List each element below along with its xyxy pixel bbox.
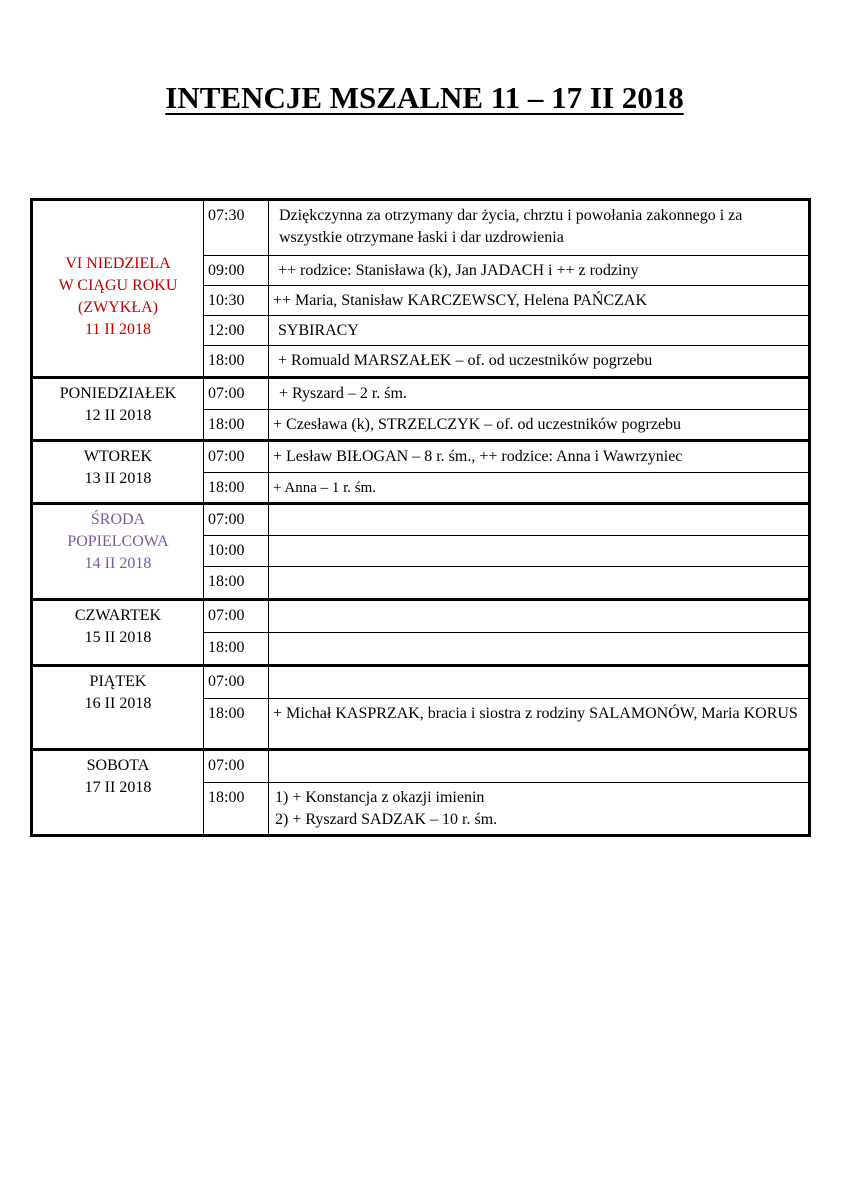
mass-time: 18:00 [204,699,269,750]
mass-intention [269,600,810,633]
mass-time: 18:00 [204,473,269,504]
mass-time: 07:00 [204,441,269,473]
mass-intention: + Ryszard – 2 r. śm. [269,378,810,410]
list-item: 1) + Konstancja z okazji imienin [275,789,485,806]
day-name: WTOREK [83,448,153,465]
day-name: VI NIEDZIELA [65,255,171,272]
mass-intention [269,633,810,666]
day-date: 12 II 2018 [84,407,152,424]
mass-intention: + Czesława (k), STRZELCZYK – of. od uczestników pogrzebu [269,410,810,441]
day-cell-saturday [32,750,204,836]
mass-intention: Dziękczynna za otrzymany dar życia, chrztu i powołania zakonnego i za wszystkie otrzymane łaski i dar uzdrowienia [269,200,810,256]
day-date: 15 II 2018 [84,629,152,646]
mass-time: 12:00 [204,316,269,346]
mass-time: 07:00 [204,504,269,536]
mass-intention [269,536,810,567]
mass-intention [269,504,810,536]
mass-intention: + Anna – 1 r. śm. [269,473,810,504]
mass-intention: + Lesław BIŁOGAN – 8 r. śm., ++ rodzice: Anna i Wawrzyniec [269,441,810,473]
day-date: 16 II 2018 [84,695,152,712]
mass-time: 07:00 [204,750,269,783]
day-date: 14 II 2018 [84,555,152,572]
day-name: CZWARTEK [74,607,162,624]
day-cell-tuesday [32,441,204,504]
table-row [32,441,810,473]
mass-time: 18:00 [204,567,269,600]
table-row [32,378,810,410]
mass-time: 07:30 [204,200,269,256]
day-cell-sunday [32,200,204,378]
mass-intentions-table [30,198,811,837]
mass-time: 07:00 [204,666,269,699]
list-item: 2) + Ryszard SADZAK – 10 r. śm. [275,811,498,828]
mass-intention: ++ rodzice: Stanisława (k), Jan JADACH i ++ z rodziny [269,256,810,286]
page-title: INTENCJE MSZALNE 11 – 17 II 2018 [165,80,684,115]
day-name: (ZWYKŁA) [78,299,158,316]
mass-time: 10:30 [204,286,269,316]
day-name: POPIELCOWA [67,533,169,550]
day-cell-monday [32,378,204,441]
mass-time: 18:00 [204,783,269,836]
table-row [32,750,810,783]
mass-intention [269,666,810,699]
mass-time: 18:00 [204,633,269,666]
mass-intention: + Romuald MARSZAŁEK – of. od uczestników pogrzebu [269,346,810,378]
day-cell-wednesday [32,504,204,600]
table-row [32,504,810,536]
mass-intention: ++ Maria, Stanisław KARCZEWSCY, Helena PAŃCZAK [269,286,810,316]
mass-intention [269,567,810,600]
mass-time: 10:00 [204,536,269,567]
table-row [32,200,810,256]
mass-time: 07:00 [204,600,269,633]
mass-intention: + Michał KASPRZAK, bracia i siostra z rodziny SALAMONÓW, Maria KORUS [269,699,810,750]
mass-intention: SYBIRACY [269,316,810,346]
mass-time: 18:00 [204,410,269,441]
table-row [32,666,810,699]
day-date: 13 II 2018 [84,470,152,487]
day-name: SOBOTA [86,757,150,774]
day-name: ŚRODA [90,511,146,528]
mass-time: 07:00 [204,378,269,410]
day-date: 11 II 2018 [84,321,152,338]
table-row [32,600,810,633]
day-cell-friday [32,666,204,750]
mass-time: 18:00 [204,346,269,378]
day-date: 17 II 2018 [84,779,152,796]
day-cell-thursday [32,600,204,666]
mass-intention-list [269,783,810,836]
day-name: PONIEDZIAŁEK [59,385,177,402]
mass-intention [269,750,810,783]
day-name: W CIĄGU ROKU [58,277,178,294]
day-name: PIĄTEK [89,673,147,690]
mass-time: 09:00 [204,256,269,286]
